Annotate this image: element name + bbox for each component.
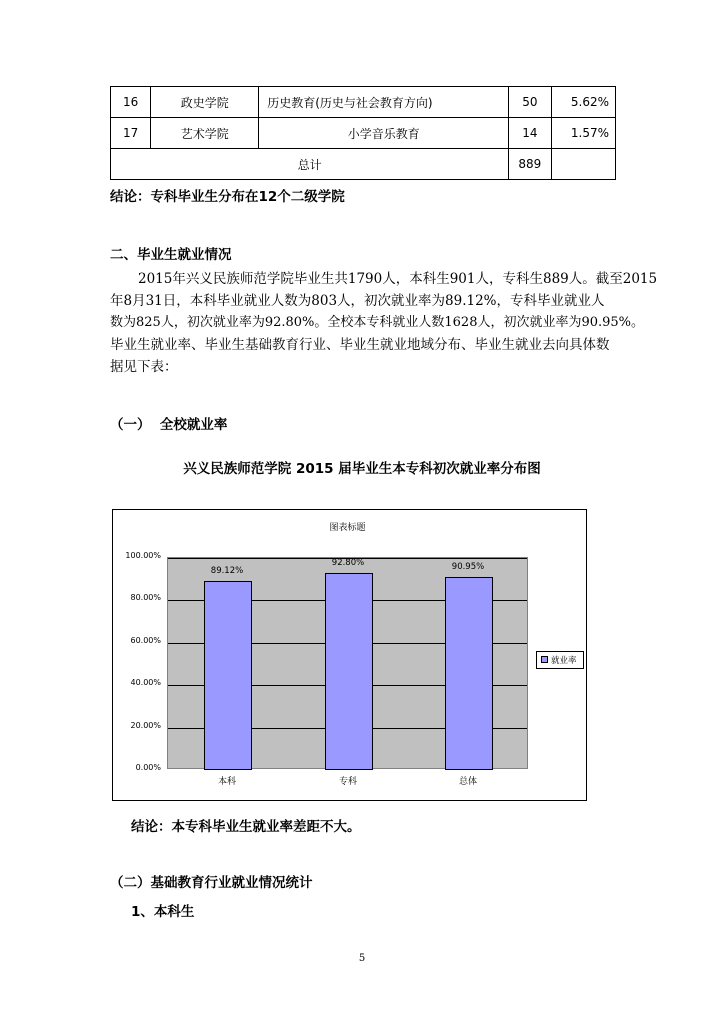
paragraph-line: 据见下表： (110, 359, 178, 375)
college-cell: 政史学院 (151, 87, 259, 118)
y-tick-label: 20.00% (130, 720, 161, 730)
page-number: 5 (358, 953, 366, 964)
chart-bar (445, 577, 493, 770)
chart-plot-area (167, 557, 528, 769)
subsection-heading-basic-education: （二）基础教育行业就业情况统计 (110, 875, 313, 891)
chart-data-label: 92.80% (331, 558, 365, 568)
major-cell: 小学音乐教育 (259, 118, 509, 149)
college-cell: 艺术学院 (151, 118, 259, 149)
total-count: 889 (509, 149, 551, 180)
y-tick-label: 80.00% (130, 593, 161, 603)
x-tick-label: 总体 (458, 777, 477, 787)
chart-data-label: 90.95% (451, 562, 485, 572)
row-number: 17 (111, 118, 151, 149)
chart-bar (204, 581, 252, 770)
count-cell: 50 (509, 87, 551, 118)
y-tick-label: 40.00% (130, 678, 161, 688)
count-cell: 14 (509, 118, 551, 149)
chart-title: 图表标题 (329, 523, 366, 533)
conclusion-rate-gap: 结论：本专科毕业生就业率差距不大。 (131, 819, 361, 835)
conclusion-college-distribution: 结论：专科毕业生分布在12个二级学院 (110, 189, 345, 205)
paragraph-line: 年8月31日，本科毕业就业人数为803人，初次就业率为89.12%，专科毕业就业人 (110, 293, 605, 309)
table-total-row (111, 149, 616, 180)
percent-cell: 1.57% (551, 118, 615, 149)
employment-paragraph (110, 268, 658, 378)
table-row (111, 118, 616, 149)
x-tick-label: 本科 (217, 777, 236, 787)
y-tick-label: 60.00% (130, 635, 161, 645)
total-label: 总计 (111, 149, 509, 180)
legend-label: 就业率 (551, 656, 577, 666)
paragraph-line: 毕业生就业率、毕业生基础教育行业、毕业生就业地域分布、毕业生就业去向具体数 (110, 337, 610, 353)
item-undergraduate: 1、本科生 (131, 904, 195, 920)
subsection-heading-overall-rate: （一） 全校就业率 (110, 417, 228, 433)
total-percent-empty (551, 149, 615, 180)
graduate-distribution-table (110, 86, 616, 180)
x-tick-label: 专科 (338, 777, 357, 787)
legend-swatch (541, 656, 548, 663)
section-heading-employment: 二、毕业生就业情况 (110, 247, 232, 263)
major-cell: 历史教育(历史与社会教育方向) (259, 87, 509, 118)
chart-data-label: 89.12% (210, 566, 244, 576)
row-number: 16 (111, 87, 151, 118)
table-row (111, 87, 616, 118)
chart-caption: 兴义民族师范学院 2015 届毕业生本专科初次就业率分布图 (183, 461, 541, 477)
paragraph-line: 数为825人，初次就业率为92.80%。全校本专科就业人数1628人，初次就业率为90.95%。 (110, 315, 645, 330)
y-tick-label: 0.00% (135, 763, 161, 772)
chart-bar (325, 573, 373, 770)
percent-cell: 5.62% (551, 87, 615, 118)
paragraph-line: 2015年兴义民族师范学院毕业生共1790人，本科生901人，专科生889人。截至2015 (138, 271, 658, 287)
chart-legend (536, 651, 584, 669)
y-tick-label: 100.00% (125, 551, 161, 560)
